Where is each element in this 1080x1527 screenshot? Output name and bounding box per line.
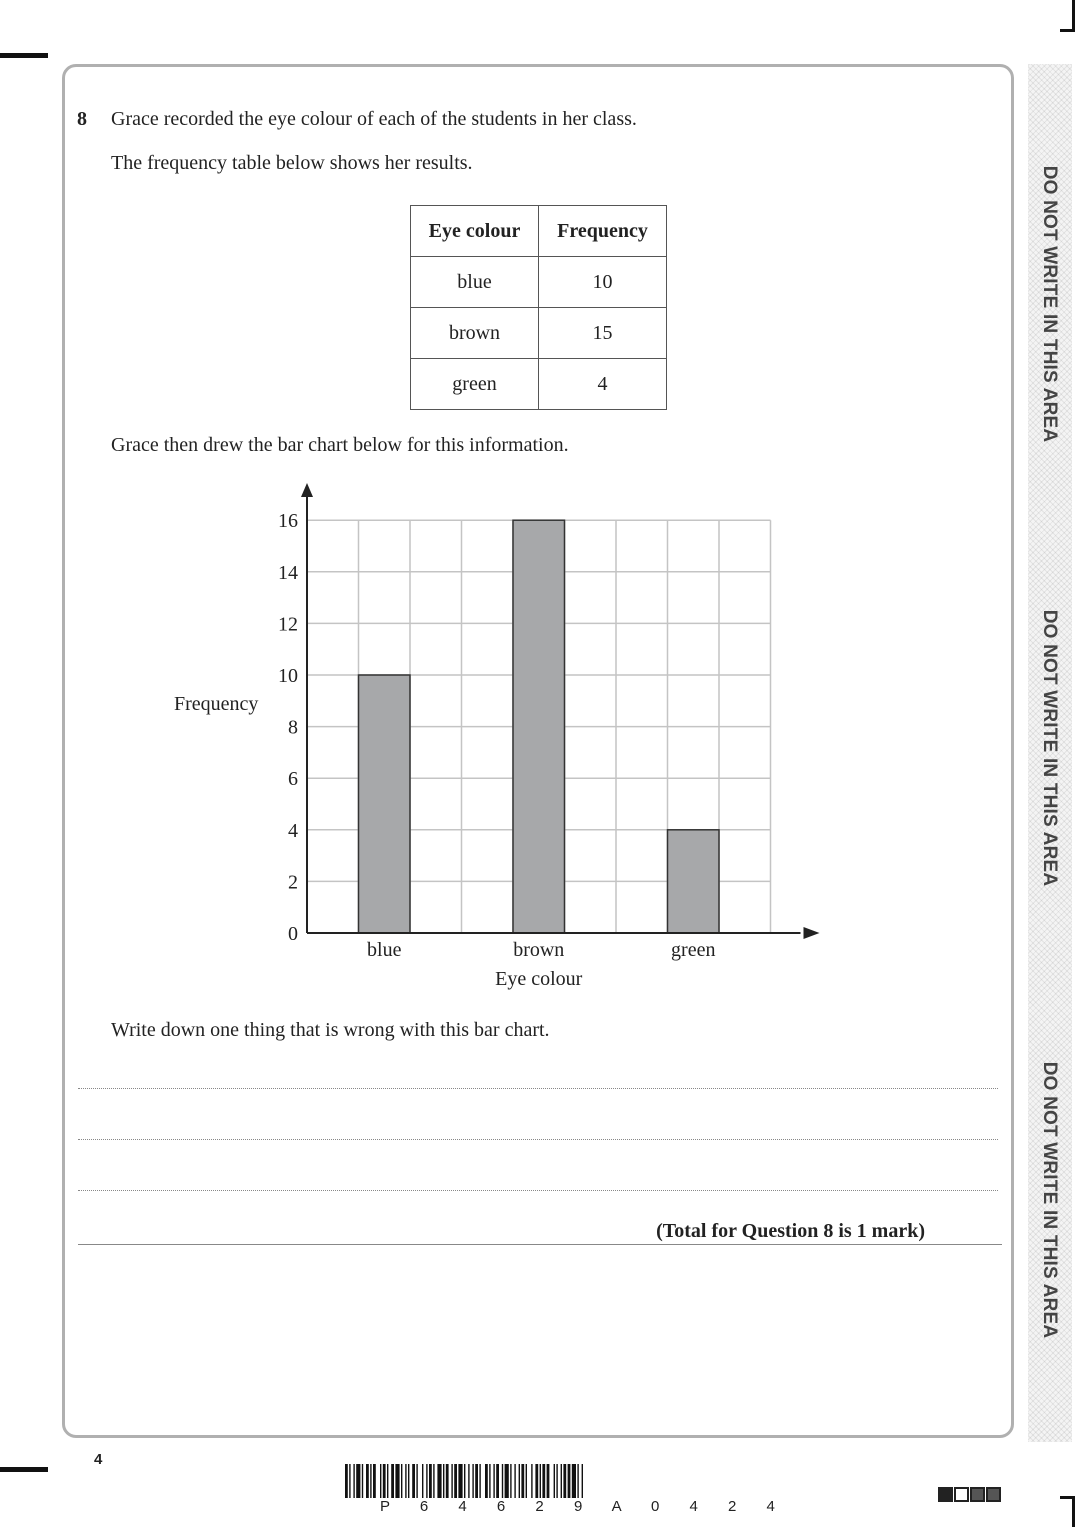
cell-frequency: 15 [539,308,667,359]
barcode-bar [505,1464,509,1498]
corner-mark-top [1072,0,1075,32]
barcode-bar [577,1464,578,1498]
barcode-bar [429,1464,432,1498]
y-tick-label: 16 [278,510,298,533]
y-tick-label: 12 [278,613,298,636]
side-banner-2: DO NOT WRITE IN THIS AREA [1039,609,1060,887]
question-prompt: Write down one thing that is wrong with this bar chart. [111,1019,550,1041]
total-divider [78,1244,1002,1245]
x-axis-arrow [804,927,820,939]
side-banner-1: DO NOT WRITE IN THIS AREA [1039,165,1060,443]
barcode-bar [437,1464,441,1498]
question-number: 8 [77,108,87,130]
barcode-bar [563,1464,566,1498]
table-row [411,257,667,308]
barcode-bar [496,1464,499,1498]
barcode-bar [408,1464,409,1498]
barcode-bar [554,1464,555,1498]
barcode-bar [433,1464,434,1498]
corner-squares [938,1487,1001,1502]
barcode-bar [535,1464,538,1498]
barcode-bar [468,1464,469,1498]
barcode-bar [366,1464,369,1498]
x-tick-label-brown: brown [513,939,565,961]
corner-mark-top-foot [1060,29,1075,32]
chart-intro: Grace then drew the bar chart below for this information. [111,434,569,456]
margin-mark-top [0,53,48,58]
cell-colour: brown [411,308,539,359]
barcode-bar [395,1464,399,1498]
barcode-bar [383,1464,386,1498]
cell-frequency: 4 [539,359,667,410]
cell-frequency: 10 [539,257,667,308]
square-grey [970,1487,985,1502]
barcode-bar [387,1464,388,1498]
barcode-bar [568,1464,571,1498]
barcode-bar [349,1464,350,1498]
table-row [411,359,667,410]
barcode-bar [526,1464,527,1498]
side-banner-3: DO NOT WRITE IN THIS AREA [1039,1061,1060,1339]
bar-green [668,830,720,933]
barcode-bar [521,1464,524,1498]
barcode-bar [422,1464,423,1498]
y-axis-label: Frequency [174,693,259,715]
y-tick-label: 0 [288,923,298,945]
corner-mark-bottom [1072,1496,1075,1527]
barcode [345,1464,737,1498]
y-tick-label: 6 [288,768,298,791]
barcode-bar [391,1464,394,1498]
question-total: (Total for Question 8 is 1 mark) [656,1220,925,1242]
bar-brown [513,520,565,933]
y-tick-label: 14 [278,561,298,584]
barcode-bar [443,1464,444,1498]
margin-mark-bottom [0,1467,48,1472]
frequency-table [410,205,667,410]
answer-line-2[interactable] [78,1139,998,1140]
barcode-bar [380,1464,381,1498]
x-tick-label-blue: blue [367,939,402,961]
header-frequency: Frequency [539,206,667,257]
corner-mark-bottom-foot [1060,1496,1075,1499]
barcode-bar [572,1464,576,1498]
y-tick-label: 8 [288,716,298,739]
barcode-bar [542,1464,545,1498]
barcode-bar [362,1464,363,1498]
x-axis-label: Eye colour [495,968,583,990]
barcode-bar [370,1464,371,1498]
question-intro: Grace recorded the eye colour of each of the students in her class. [111,108,637,130]
barcode-bar [356,1464,360,1498]
page-number: 4 [94,1451,103,1468]
answer-line-3[interactable] [78,1190,998,1191]
barcode-bar [353,1464,354,1498]
barcode-bar [412,1464,415,1498]
barcode-bar [472,1464,473,1498]
table-row [411,308,667,359]
bar-blue [359,675,411,933]
barcode-bar [451,1464,452,1498]
y-tick-label: 10 [278,665,298,687]
barcode-bar [464,1464,465,1498]
barcode-bar [401,1464,402,1498]
barcode-bar [547,1464,550,1498]
barcode-bar [582,1464,583,1498]
x-tick-label-green: green [671,939,716,961]
answer-line-1[interactable] [78,1088,998,1089]
barcode-bar [502,1464,503,1498]
barcode-bar [458,1464,462,1498]
barcode-bar [493,1464,494,1498]
barcode-bar [454,1464,457,1498]
barcode-bar [489,1464,490,1498]
barcode-bar [556,1464,557,1498]
barcode-bar [405,1464,406,1498]
header-eye-colour: Eye colour [411,206,539,257]
barcode-bar [446,1464,449,1498]
square-grey [986,1487,1001,1502]
square-empty [954,1487,969,1502]
square-filled [938,1487,953,1502]
barcode-bar [373,1464,376,1498]
table-header-row [411,206,667,257]
barcode-bar [510,1464,511,1498]
bar-chart [160,478,820,998]
barcode-text: P 6 4 6 2 9 A 0 4 2 4 [380,1498,788,1515]
cell-colour: blue [411,257,539,308]
y-tick-label: 4 [288,819,298,842]
barcode-bar [345,1464,348,1498]
y-axis-arrow [301,483,313,497]
barcode-bar [479,1464,480,1498]
cell-colour: green [411,359,539,410]
barcode-bar [519,1464,520,1498]
barcode-bar [426,1464,427,1498]
y-tick-label: 2 [288,871,298,894]
table-intro: The frequency table below shows her results. [111,152,473,174]
barcode-bar [561,1464,562,1498]
barcode-bar [540,1464,541,1498]
barcode-bar [416,1464,417,1498]
barcode-bar [514,1464,515,1498]
barcode-bar [531,1464,532,1498]
barcode-bar [485,1464,488,1498]
barcode-bar [475,1464,478,1498]
